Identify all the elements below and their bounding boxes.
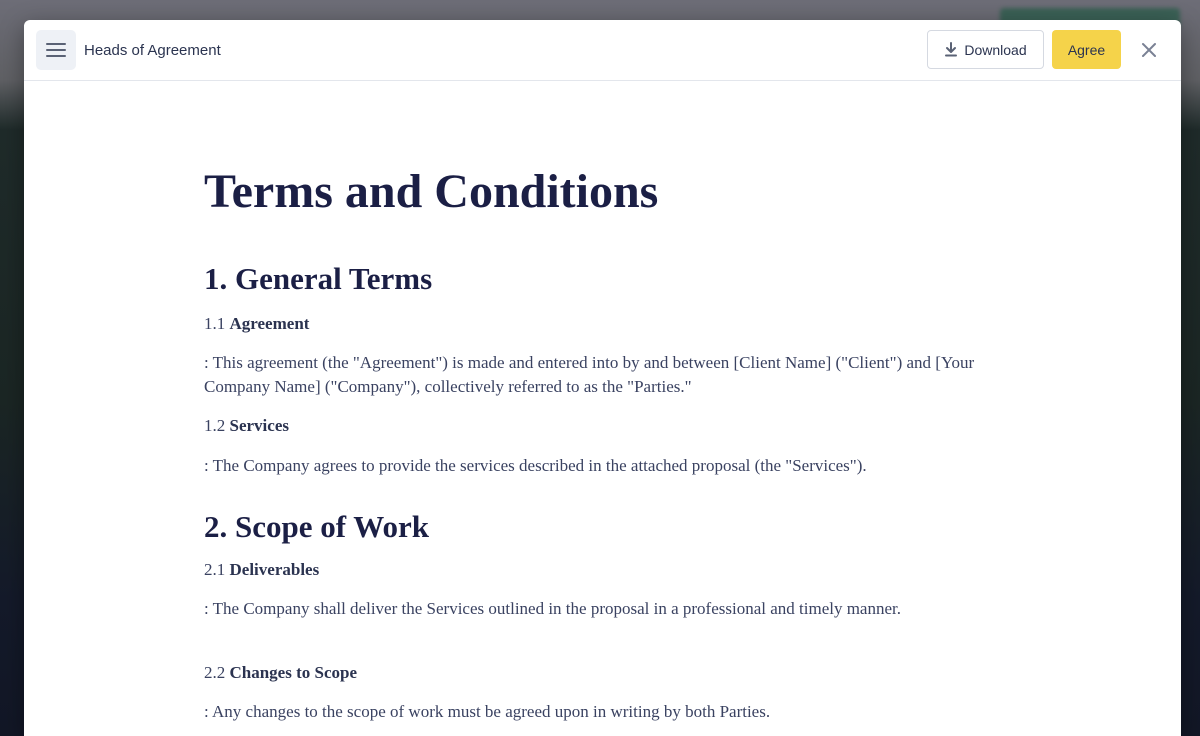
download-label: Download <box>964 41 1027 58</box>
agree-button[interactable] <box>1052 30 1121 69</box>
clause-number: 2.1 <box>204 560 226 579</box>
clause-title: Agreement <box>229 314 310 333</box>
clause-text-2-2: : Any changes to the scope of work must be agreed upon in writing by both Parties. <box>204 702 771 721</box>
document-modal <box>24 20 1181 736</box>
download-button[interactable] <box>927 30 1044 69</box>
clause-number: 1.1 <box>204 314 226 333</box>
clause-title: Services <box>229 416 289 435</box>
section-heading-general-terms: 1. General Terms <box>204 261 433 296</box>
menu-icon <box>46 43 66 57</box>
download-icon <box>944 42 958 57</box>
clause-title: Changes to Scope <box>229 663 358 682</box>
document-body <box>204 81 1004 736</box>
close-button[interactable] <box>1138 39 1160 61</box>
clause-title: Deliverables <box>229 560 320 579</box>
clause-heading-1-2 <box>204 414 289 438</box>
clause-text-2-1: : The Company shall deliver the Services outlined in the proposal in a professional and timely manner. <box>204 599 901 618</box>
clause-heading-2-2 <box>204 661 357 685</box>
header-title: Heads of Agreement <box>84 42 221 59</box>
clause-text-1-1: : This agreement (the "Agreement") is made and entered into by and between [Client Name] ("Client") and [Your Company Name] ("Company"), collectively referred to as the "Parties." <box>204 353 975 396</box>
section-heading-scope-of-work: 2. Scope of Work <box>204 509 430 544</box>
clause-text-1-2: : The Company agrees to provide the services described in the attached proposal (the "Services"). <box>204 456 867 475</box>
clause-heading-2-1 <box>204 558 319 582</box>
close-icon <box>1141 42 1157 58</box>
document-title: Terms and Conditions <box>204 165 659 218</box>
clause-heading-1-1 <box>204 312 309 336</box>
menu-button[interactable] <box>36 30 76 70</box>
clause-number: 1.2 <box>204 416 226 435</box>
agree-label: Agree <box>1067 41 1106 58</box>
modal-header <box>24 20 1181 81</box>
clause-number: 2.2 <box>204 663 226 682</box>
